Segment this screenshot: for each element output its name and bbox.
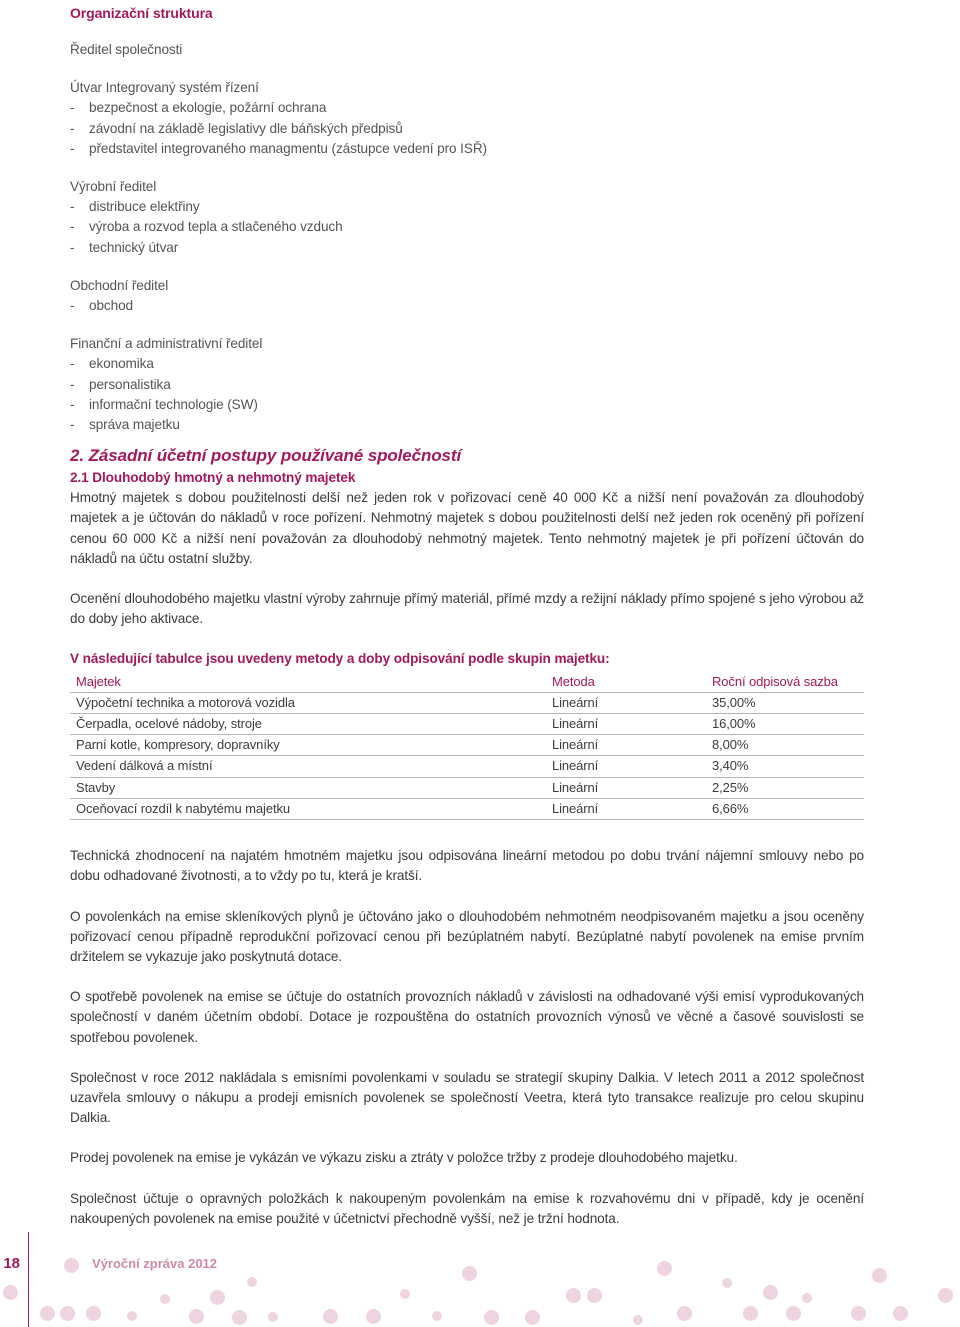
dash-icon: - bbox=[70, 120, 75, 136]
table-header-row bbox=[70, 672, 864, 693]
section-title: 2. Zásadní účetní postupy používané společností bbox=[70, 446, 462, 466]
dot-icon bbox=[743, 1306, 758, 1321]
header-asset: Majetek bbox=[70, 672, 546, 693]
org-group-item-text: distribuce elektřiny bbox=[89, 199, 200, 215]
dot-icon bbox=[127, 1311, 137, 1321]
cell-asset: Oceňovací rozdíl k nabytému majetku bbox=[70, 798, 546, 819]
cell-method: Lineární bbox=[546, 735, 706, 756]
dot-icon bbox=[851, 1306, 866, 1321]
org-group-heading: Finanční a administrativní ředitel bbox=[70, 336, 263, 352]
cell-asset: Čerpadla, ocelové nádoby, stroje bbox=[70, 714, 546, 735]
org-group-item-text: správa majetku bbox=[89, 417, 180, 433]
dot-icon bbox=[786, 1306, 801, 1321]
org-group-item-text: představitel integrovaného managmentu (zástupce vedení pro ISŘ) bbox=[89, 140, 487, 156]
org-group-item bbox=[70, 375, 864, 395]
dot-icon bbox=[893, 1306, 908, 1321]
cell-rate: 6,66% bbox=[706, 798, 864, 819]
cell-method: Lineární bbox=[546, 714, 706, 735]
section-paragraph-1: Hmotný majetek s dobou použitelnosti delší než jeden rok v pořizovací ceně 40 000 Kč a nižší není považován za dlouhodobý majetek a je účtován do nákladů v roce pořízení. Nehmotný majetek s dobou použitelnosti delší než jeden rok oceněný při pořízení cenou 60 000 Kč a nižší není považován za dlouhodobý nehmotný majetek. Tento nehmotný majetek je při pořízení účtován do nákladů na účtu ostatní služby. bbox=[70, 490, 864, 566]
body-paragraph: Společnost účtuje o opravných položkách k nakoupeným povolenkám na emise k rozvahovému dni v případě, kdy je ocenění nakoupených povolenek na emise použité v účetnictví přechodně vyšší, než je tržní hodnota. bbox=[70, 1190, 864, 1226]
dot-icon bbox=[86, 1306, 101, 1321]
footer-label: Výroční zpráva 2012 bbox=[92, 1256, 218, 1271]
org-group-item bbox=[70, 354, 864, 374]
org-group-item-text: informační technologie (SW) bbox=[89, 396, 258, 412]
org-group-item bbox=[70, 296, 864, 316]
header-method: Metoda bbox=[546, 672, 706, 693]
org-group-item bbox=[70, 119, 864, 139]
section-paragraph-2: Ocenění dlouhodobého majetku vlastní výroby zahrnuje přímý materiál, přímé mzdy a režijní náklady přímo spojené s jeho výrobou až do doby jeho aktivace. bbox=[70, 591, 864, 627]
org-group-item bbox=[70, 139, 864, 159]
org-group-heading: Obchodní ředitel bbox=[70, 277, 169, 293]
dot-icon bbox=[160, 1294, 170, 1304]
org-title: Organizační struktura bbox=[70, 5, 213, 21]
cell-asset: Výpočetní technika a motorová vozidla bbox=[70, 692, 546, 713]
cell-rate: 8,00% bbox=[706, 735, 864, 756]
body-paragraph: Prodej povolenek na emise je vykázán ve výkazu zisku a ztráty v položce tržby z prodeje dlouhodobého majetku. bbox=[70, 1150, 738, 1166]
org-group-item-text: obchod bbox=[89, 298, 133, 314]
org-group-item bbox=[70, 415, 864, 435]
dot-icon bbox=[587, 1288, 602, 1303]
page-number: 18 bbox=[3, 1255, 20, 1272]
depreciation-table bbox=[70, 672, 864, 820]
org-structure bbox=[70, 40, 864, 435]
org-group-heading: Výrobní ředitel bbox=[70, 179, 157, 195]
table-row bbox=[70, 692, 864, 713]
cell-rate: 35,00% bbox=[706, 692, 864, 713]
org-group bbox=[70, 276, 864, 316]
dot-icon bbox=[432, 1311, 442, 1321]
dot-icon bbox=[763, 1285, 778, 1300]
table-row bbox=[70, 735, 864, 756]
dot-icon bbox=[3, 1285, 18, 1300]
body-paragraph: Společnost v roce 2012 nakládala s emisními povolenkami v souladu se strategií skupiny Dalkia. V letech 2011 a 2012 společnost uzavřela smlouvy o nákupu a prodeji emisních povolenek se společností Veetra, která tyto transakce realizuje pro celou skupinu Dalkia. bbox=[70, 1069, 864, 1126]
dot-icon bbox=[872, 1268, 887, 1283]
org-group-heading: Útvar Integrovaný systém řízení bbox=[70, 80, 259, 96]
org-group-item-text: technický útvar bbox=[89, 239, 179, 255]
cell-method: Lineární bbox=[546, 777, 706, 798]
cell-asset: Vedení dálková a místní bbox=[70, 756, 546, 777]
body-paragraph: O povolenkách na emise skleníkových plynů je účtováno jako o dlouhodobém nehmotném neodpisovaném majetku a jsou oceněny pořizovací cenou případně reprodukční pořizovací cenou při bezúplatném nabytí. Bezúplatné nabytí povolenek na emise prvním držitelem se vykazuje jako poskytnutá dotace. bbox=[70, 908, 864, 964]
dot-icon bbox=[484, 1310, 499, 1325]
dot-icon bbox=[366, 1309, 381, 1324]
dot-icon bbox=[60, 1306, 75, 1321]
dash-icon: - bbox=[70, 100, 75, 116]
dash-icon: - bbox=[70, 298, 75, 314]
dot-icon bbox=[722, 1278, 732, 1288]
org-group-item bbox=[70, 217, 864, 237]
org-group bbox=[70, 177, 864, 258]
cell-rate: 2,25% bbox=[706, 777, 864, 798]
dot-icon bbox=[40, 1306, 55, 1321]
cell-method: Lineární bbox=[546, 798, 706, 819]
table-row bbox=[70, 777, 864, 798]
org-group bbox=[70, 78, 864, 159]
org-group-item-text: výroba a rozvod tepla a stlačeného vzduch bbox=[89, 219, 343, 235]
org-group-item bbox=[70, 197, 864, 217]
dash-icon: - bbox=[70, 376, 75, 392]
org-group-item bbox=[70, 238, 864, 258]
org-group-item bbox=[70, 395, 864, 415]
table-row bbox=[70, 798, 864, 819]
dot-icon bbox=[400, 1289, 410, 1299]
org-group-item-text: závodní na základě legislativy dle báňských předpisů bbox=[89, 120, 403, 136]
footer-divider bbox=[28, 1232, 29, 1327]
dot-icon bbox=[633, 1315, 643, 1325]
dash-icon: - bbox=[70, 199, 75, 215]
cell-method: Lineární bbox=[546, 692, 706, 713]
dash-icon: - bbox=[70, 417, 75, 433]
dash-icon: - bbox=[70, 219, 75, 235]
org-group-heading: Ředitel společnosti bbox=[70, 42, 183, 57]
dot-icon bbox=[323, 1309, 338, 1324]
body-paragraph: Technická zhodnocení na najatém hmotném majetku jsou odpisována lineární metodou po dobu trvání nájemní smlouvy nebo po dobu odhadované životnosti, a to vždy po tu, která je kratší. bbox=[70, 848, 864, 884]
page-content bbox=[70, 0, 864, 1249]
dot-icon bbox=[247, 1277, 257, 1287]
table-row bbox=[70, 714, 864, 735]
table-title: V následující tabulce jsou uvedeny metody a doby odpisování podle skupin majetku: bbox=[70, 651, 610, 667]
dot-icon bbox=[677, 1306, 692, 1321]
dot-icon bbox=[210, 1290, 225, 1305]
org-group-item bbox=[70, 98, 864, 118]
body-paragraph: O spotřebě povolenek na emise se účtuje do ostatních provozních nákladů v závislosti na odhadované výši emisí vyprodukovaných společností v daném účetním období. Dotace je rozpouštěna do ostatních provozních výnosů ve věcné a časové souvislosti se spotřebou povolenek. bbox=[70, 989, 864, 1045]
dot-icon bbox=[64, 1258, 79, 1273]
dot-icon bbox=[268, 1312, 278, 1322]
dash-icon: - bbox=[70, 396, 75, 412]
dash-icon: - bbox=[70, 140, 75, 156]
cell-asset: Parní kotle, kompresory, dopravníky bbox=[70, 735, 546, 756]
dash-icon: - bbox=[70, 239, 75, 255]
dot-icon bbox=[938, 1288, 953, 1303]
org-group bbox=[70, 334, 864, 435]
cell-asset: Stavby bbox=[70, 777, 546, 798]
section-subtitle: 2.1 Dlouhodobý hmotný a nehmotný majetek bbox=[70, 470, 356, 486]
dot-icon bbox=[232, 1310, 247, 1325]
org-group-item-text: bezpečnost a ekologie, požární ochrana bbox=[89, 100, 327, 116]
header-rate: Roční odpisová sazba bbox=[706, 672, 864, 693]
dot-icon bbox=[802, 1293, 812, 1303]
org-group-item-text: ekonomika bbox=[89, 356, 154, 372]
cell-method: Lineární bbox=[546, 756, 706, 777]
dot-icon bbox=[657, 1261, 672, 1276]
dot-icon bbox=[462, 1266, 477, 1281]
table-row bbox=[70, 756, 864, 777]
dot-icon bbox=[566, 1288, 581, 1303]
dot-icon bbox=[525, 1310, 540, 1325]
org-group-item-text: personalistika bbox=[89, 376, 171, 392]
org-group bbox=[70, 40, 864, 60]
dot-icon bbox=[189, 1309, 204, 1324]
dash-icon: - bbox=[70, 356, 75, 372]
body-paragraphs bbox=[70, 846, 864, 1229]
cell-rate: 16,00% bbox=[706, 714, 864, 735]
cell-rate: 3,40% bbox=[706, 756, 864, 777]
